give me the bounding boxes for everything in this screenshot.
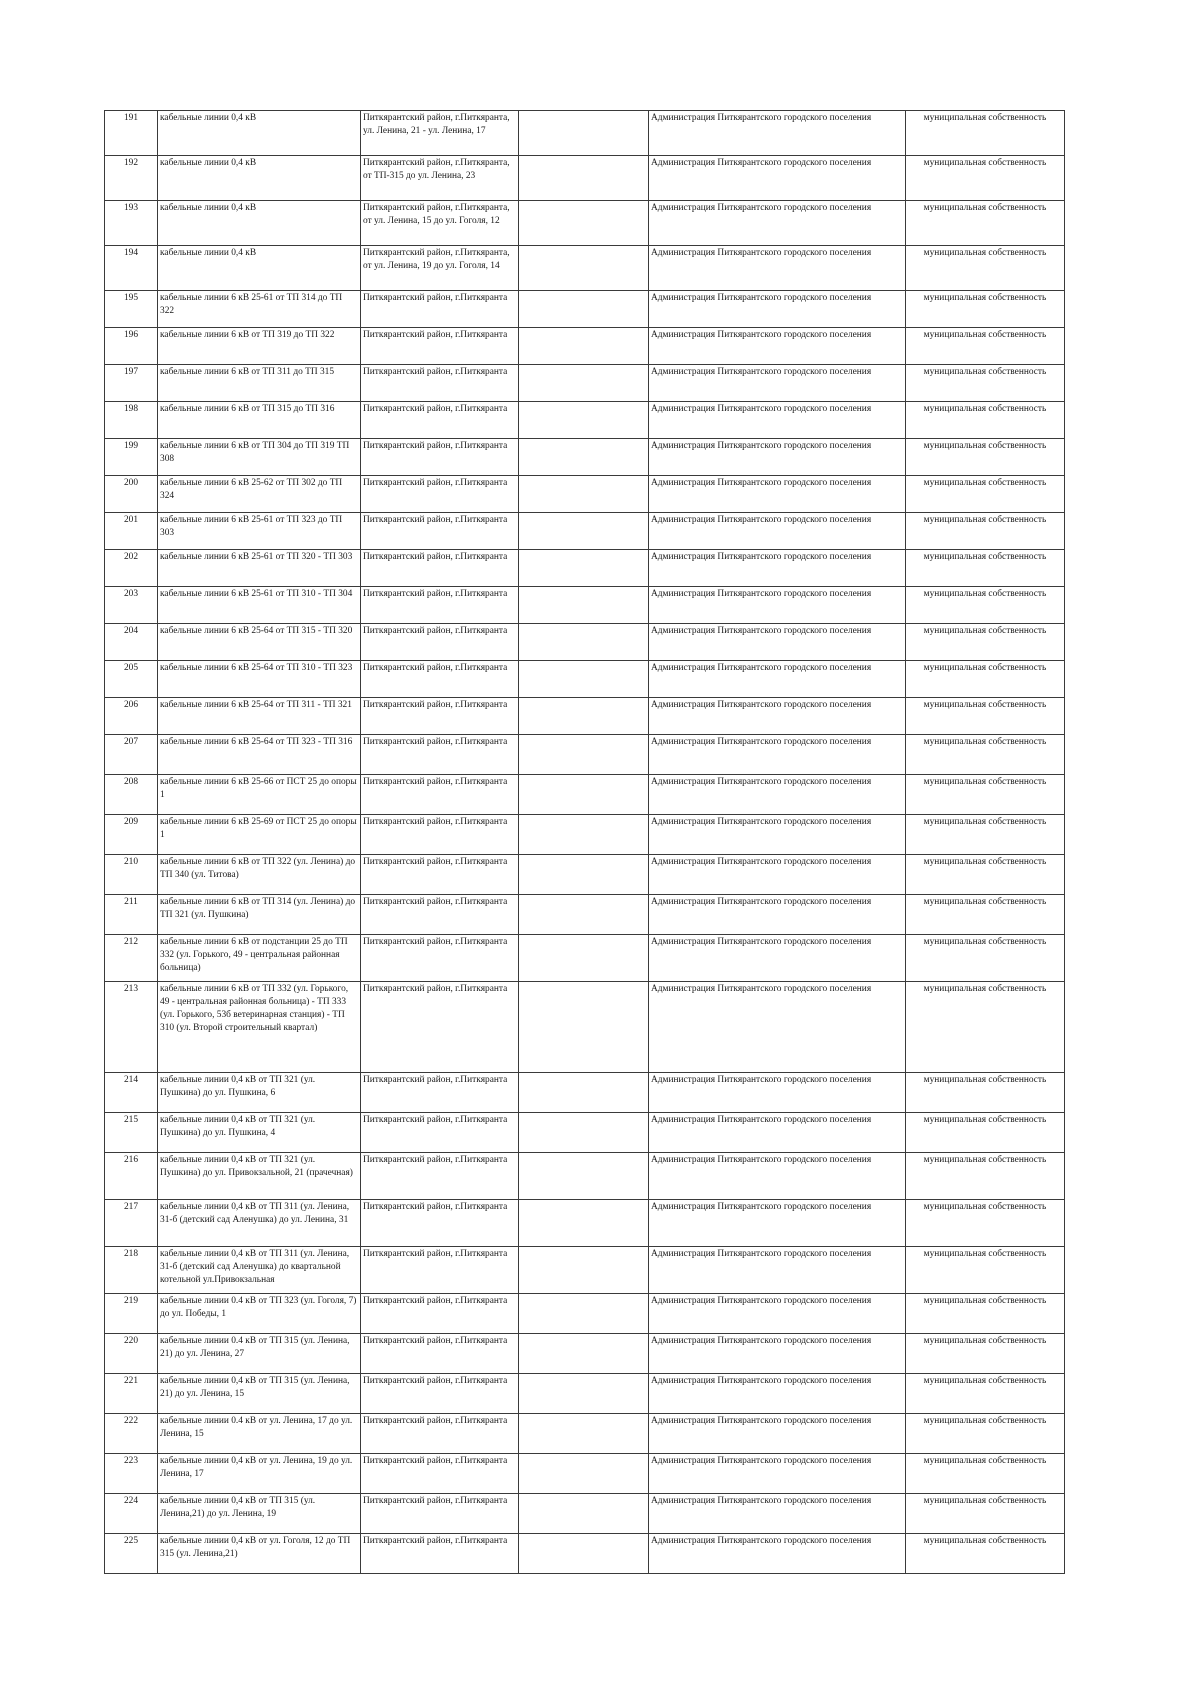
row-number: 212 [105,935,158,982]
object-extra [519,246,649,291]
holder-name: Администрация Питкярантского городского поселения [649,550,906,587]
object-name: кабельные линии 0,4 кВ от ТП 311 (ул. Ленина, 31-б (детский сад Аленушка) до ул. Ленина, 31 [158,1200,361,1247]
row-number: 202 [105,550,158,587]
table-row [105,698,1065,735]
holder-name: Администрация Питкярантского городского поселения [649,1153,906,1200]
object-extra [519,201,649,246]
ownership-type: муниципальная собственность [906,1073,1065,1113]
row-number: 221 [105,1374,158,1414]
table-row [105,855,1065,895]
row-number: 195 [105,291,158,328]
ownership-type: муниципальная собственность [906,439,1065,476]
table-row [105,1494,1065,1534]
row-number: 213 [105,982,158,1073]
table-row [105,439,1065,476]
object-extra [519,1494,649,1534]
object-extra [519,402,649,439]
ownership-type: муниципальная собственность [906,402,1065,439]
ownership-type: муниципальная собственность [906,1414,1065,1454]
object-name: кабельные линии 6 кВ 25-61 от ТП 310 - ТП 304 [158,587,361,624]
ownership-type: муниципальная собственность [906,1374,1065,1414]
object-name: кабельные линии 0,4 кВ от ул. Гоголя, 12 до ТП 315 (ул. Ленина,21) [158,1534,361,1574]
table-row [105,328,1065,365]
row-number: 205 [105,661,158,698]
ownership-type: муниципальная собственность [906,661,1065,698]
object-name: кабельные линии 0.4 кВ от ТП 315 (ул. Ленина, 21) до ул. Ленина, 27 [158,1334,361,1374]
table-row [105,513,1065,550]
object-address: Питкярантский район, г.Питкяранта [361,1374,519,1414]
object-address: Питкярантский район, г.Питкяранта [361,775,519,815]
object-address: Питкярантский район, г.Питкяранта [361,291,519,328]
object-name: кабельные линии 0,4 кВ от ТП 315 (ул. Ленина,21) до ул. Ленина, 19 [158,1494,361,1534]
row-number: 219 [105,1294,158,1334]
object-address: Питкярантский район, г.Питкяранта, от ТП-315 до ул. Ленина, 23 [361,156,519,201]
row-number: 196 [105,328,158,365]
object-address: Питкярантский район, г.Питкяранта [361,815,519,855]
row-number: 192 [105,156,158,201]
object-name: кабельные линии 6 кВ 25-61 от ТП 323 до ТП 303 [158,513,361,550]
table-row [105,246,1065,291]
object-extra [519,1414,649,1454]
object-extra [519,1374,649,1414]
object-address: Питкярантский район, г.Питкяранта [361,439,519,476]
holder-name: Администрация Питкярантского городского поселения [649,1374,906,1414]
table-row [105,365,1065,402]
object-address: Питкярантский район, г.Питкяранта [361,550,519,587]
object-extra [519,1454,649,1494]
registry-body [105,111,1065,1574]
holder-name: Администрация Питкярантского городского поселения [649,1414,906,1454]
ownership-type: муниципальная собственность [906,982,1065,1073]
object-extra [519,895,649,935]
object-name: кабельные линии 0.4 кВ от ул. Ленина, 17 до ул. Ленина, 15 [158,1414,361,1454]
object-extra [519,365,649,402]
table-row [105,476,1065,513]
object-name: кабельные линии 6 кВ 25-61 от ТП 320 - ТП 303 [158,550,361,587]
table-row [105,1073,1065,1113]
object-extra [519,550,649,587]
object-address: Питкярантский район, г.Питкяранта [361,1334,519,1374]
holder-name: Администрация Питкярантского городского поселения [649,661,906,698]
holder-name: Администрация Питкярантского городского поселения [649,246,906,291]
row-number: 199 [105,439,158,476]
holder-name: Администрация Питкярантского городского поселения [649,1200,906,1247]
row-number: 204 [105,624,158,661]
object-name: кабельные линии 0,4 кВ [158,246,361,291]
object-address: Питкярантский район, г.Питкяранта [361,587,519,624]
table-row [105,661,1065,698]
object-name: кабельные линии 6 кВ 25-62 от ТП 302 до ТП 324 [158,476,361,513]
object-address: Питкярантский район, г.Питкяранта [361,1534,519,1574]
object-address: Питкярантский район, г.Питкяранта [361,1454,519,1494]
ownership-type: муниципальная собственность [906,587,1065,624]
object-extra [519,1534,649,1574]
ownership-type: муниципальная собственность [906,775,1065,815]
holder-name: Администрация Питкярантского городского поселения [649,291,906,328]
object-address: Питкярантский район, г.Питкяранта, от ул. Ленина, 15 до ул. Гоголя, 12 [361,201,519,246]
object-name: кабельные линии 0,4 кВ от ул. Ленина, 19 до ул. Ленина, 17 [158,1454,361,1494]
registry-sheet [104,110,1064,1574]
row-number: 209 [105,815,158,855]
object-address: Питкярантский район, г.Питкяранта [361,1153,519,1200]
object-extra [519,1294,649,1334]
holder-name: Администрация Питкярантского городского поселения [649,476,906,513]
table-row [105,156,1065,201]
object-name: кабельные линии 0,4 кВ [158,201,361,246]
row-number: 211 [105,895,158,935]
ownership-type: муниципальная собственность [906,476,1065,513]
table-row [105,550,1065,587]
object-name: кабельные линии 0,4 кВ от ТП 321 (ул. Пушкина) до ул. Пушкина, 6 [158,1073,361,1113]
object-address: Питкярантский район, г.Питкяранта [361,624,519,661]
table-row [105,402,1065,439]
object-name: кабельные линии 6 кВ от ТП 322 (ул. Ленина) до ТП 340 (ул. Титова) [158,855,361,895]
table-row [105,735,1065,775]
holder-name: Администрация Питкярантского городского поселения [649,935,906,982]
property-registry-table [104,110,1065,1574]
row-number: 215 [105,1113,158,1153]
object-extra [519,1334,649,1374]
object-address: Питкярантский район, г.Питкяранта [361,402,519,439]
object-address: Питкярантский район, г.Питкяранта [361,895,519,935]
object-extra [519,1073,649,1113]
table-row [105,775,1065,815]
object-name: кабельные линии 0,4 кВ от ТП 315 (ул. Ленина, 21) до ул. Ленина, 15 [158,1374,361,1414]
holder-name: Администрация Питкярантского городского поселения [649,587,906,624]
row-number: 208 [105,775,158,815]
holder-name: Администрация Питкярантского городского поселения [649,439,906,476]
table-row [105,587,1065,624]
holder-name: Администрация Питкярантского городского поселения [649,201,906,246]
ownership-type: муниципальная собственность [906,291,1065,328]
object-extra [519,698,649,735]
object-extra [519,328,649,365]
holder-name: Администрация Питкярантского городского поселения [649,1494,906,1534]
ownership-type: муниципальная собственность [906,156,1065,201]
object-address: Питкярантский район, г.Питкяранта [361,328,519,365]
object-extra [519,1247,649,1294]
holder-name: Администрация Питкярантского городского поселения [649,513,906,550]
holder-name: Администрация Питкярантского городского поселения [649,1113,906,1153]
object-extra [519,291,649,328]
table-row [105,1153,1065,1200]
object-address: Питкярантский район, г.Питкяранта, от ул. Ленина, 19 до ул. Гоголя, 14 [361,246,519,291]
object-extra [519,855,649,895]
ownership-type: муниципальная собственность [906,1454,1065,1494]
ownership-type: муниципальная собственность [906,815,1065,855]
object-extra [519,111,649,156]
row-number: 216 [105,1153,158,1200]
row-number: 191 [105,111,158,156]
ownership-type: муниципальная собственность [906,1534,1065,1574]
object-extra [519,439,649,476]
object-extra [519,775,649,815]
ownership-type: муниципальная собственность [906,246,1065,291]
row-number: 222 [105,1414,158,1454]
row-number: 214 [105,1073,158,1113]
holder-name: Администрация Питкярантского городского поселения [649,1247,906,1294]
object-name: кабельные линии 6 кВ 25-66 от ПСТ 25 до опоры 1 [158,775,361,815]
object-name: кабельные линии 6 кВ 25-64 от ТП 311 - ТП 321 [158,698,361,735]
object-name: кабельные линии 0,4 кВ от ТП 321 (ул. Пушкина) до ул. Привокзальной, 21 (прачечная) [158,1153,361,1200]
row-number: 218 [105,1247,158,1294]
object-address: Питкярантский район, г.Питкяранта [361,476,519,513]
object-address: Питкярантский район, г.Питкяранта [361,1247,519,1294]
table-row [105,895,1065,935]
object-address: Питкярантский район, г.Питкяранта [361,935,519,982]
holder-name: Администрация Питкярантского городского поселения [649,402,906,439]
holder-name: Администрация Питкярантского городского поселения [649,624,906,661]
ownership-type: муниципальная собственность [906,513,1065,550]
table-row [105,1334,1065,1374]
table-row [105,291,1065,328]
table-row [105,1247,1065,1294]
object-address: Питкярантский район, г.Питкяранта [361,1200,519,1247]
ownership-type: муниципальная собственность [906,624,1065,661]
holder-name: Администрация Питкярантского городского поселения [649,895,906,935]
object-name: кабельные линии 0.4 кВ от ТП 323 (ул. Гоголя, 7) до ул. Победы, 1 [158,1294,361,1334]
ownership-type: муниципальная собственность [906,698,1065,735]
object-name: кабельные линии 0,4 кВ [158,156,361,201]
ownership-type: муниципальная собственность [906,365,1065,402]
table-row [105,1534,1065,1574]
table-row [105,935,1065,982]
holder-name: Администрация Питкярантского городского поселения [649,365,906,402]
row-number: 210 [105,855,158,895]
object-name: кабельные линии 6 кВ 25-61 от ТП 314 до ТП 322 [158,291,361,328]
holder-name: Администрация Питкярантского городского поселения [649,1073,906,1113]
row-number: 224 [105,1494,158,1534]
holder-name: Администрация Питкярантского городского поселения [649,1534,906,1574]
object-name: кабельные линии 6 кВ от ТП 319 до ТП 322 [158,328,361,365]
table-row [105,1200,1065,1247]
row-number: 198 [105,402,158,439]
ownership-type: муниципальная собственность [906,1494,1065,1534]
object-name: кабельные линии 6 кВ от ТП 332 (ул. Горького, 49 - центральная районная больница) - ТП 333 (ул. Горького, 53б ветеринарная станция) - ТП 310 (ул. Второй строительный квартал) [158,982,361,1073]
object-address: Питкярантский район, г.Питкяранта [361,735,519,775]
row-number: 193 [105,201,158,246]
object-address: Питкярантский район, г.Питкяранта [361,698,519,735]
object-address: Питкярантский район, г.Питкяранта [361,513,519,550]
ownership-type: муниципальная собственность [906,935,1065,982]
ownership-type: муниципальная собственность [906,550,1065,587]
holder-name: Администрация Питкярантского городского поселения [649,982,906,1073]
ownership-type: муниципальная собственность [906,895,1065,935]
row-number: 200 [105,476,158,513]
object-address: Питкярантский район, г.Питкяранта [361,1294,519,1334]
row-number: 194 [105,246,158,291]
ownership-type: муниципальная собственность [906,855,1065,895]
row-number: 197 [105,365,158,402]
ownership-type: муниципальная собственность [906,1294,1065,1334]
holder-name: Администрация Питкярантского городского поселения [649,111,906,156]
table-row [105,1294,1065,1334]
holder-name: Администрация Питкярантского городского поселения [649,1334,906,1374]
object-extra [519,156,649,201]
object-name: кабельные линии 0,4 кВ [158,111,361,156]
ownership-type: муниципальная собственность [906,1334,1065,1374]
table-row [105,1414,1065,1454]
holder-name: Администрация Питкярантского городского поселения [649,775,906,815]
holder-name: Администрация Питкярантского городского поселения [649,815,906,855]
object-extra [519,513,649,550]
table-row [105,982,1065,1073]
ownership-type: муниципальная собственность [906,1113,1065,1153]
object-name: кабельные линии 6 кВ от ТП 314 (ул. Ленина) до ТП 321 (ул. Пушкина) [158,895,361,935]
table-row [105,815,1065,855]
object-extra [519,624,649,661]
object-name: кабельные линии 6 кВ 25-64 от ТП 323 - ТП 316 [158,735,361,775]
holder-name: Администрация Питкярантского городского поселения [649,328,906,365]
object-address: Питкярантский район, г.Питкяранта [361,855,519,895]
table-row [105,201,1065,246]
object-name: кабельные линии 0,4 кВ от ТП 321 (ул. Пушкина) до ул. Пушкина, 4 [158,1113,361,1153]
row-number: 203 [105,587,158,624]
row-number: 217 [105,1200,158,1247]
object-extra [519,1113,649,1153]
object-extra [519,935,649,982]
object-address: Питкярантский район, г.Питкяранта [361,982,519,1073]
holder-name: Администрация Питкярантского городского поселения [649,156,906,201]
table-row [105,624,1065,661]
object-name: кабельные линии 6 кВ 25-64 от ТП 310 - ТП 323 [158,661,361,698]
object-extra [519,1200,649,1247]
ownership-type: муниципальная собственность [906,111,1065,156]
holder-name: Администрация Питкярантского городского поселения [649,735,906,775]
object-name: кабельные линии 6 кВ от ТП 311 до ТП 315 [158,365,361,402]
object-extra [519,815,649,855]
object-address: Питкярантский район, г.Питкяранта [361,1414,519,1454]
object-extra [519,1153,649,1200]
table-row [105,1113,1065,1153]
object-address: Питкярантский район, г.Питкяранта [361,1073,519,1113]
ownership-type: муниципальная собственность [906,1200,1065,1247]
object-name: кабельные линии 6 кВ от подстанции 25 до ТП 332 (ул. Горького, 49 - центральная районная больница) [158,935,361,982]
row-number: 206 [105,698,158,735]
object-address: Питкярантский район, г.Питкяранта [361,1494,519,1534]
object-name: кабельные линии 6 кВ 25-64 от ТП 315 - ТП 320 [158,624,361,661]
object-extra [519,982,649,1073]
row-number: 201 [105,513,158,550]
table-row [105,1454,1065,1494]
row-number: 223 [105,1454,158,1494]
ownership-type: муниципальная собственность [906,328,1065,365]
object-extra [519,735,649,775]
holder-name: Администрация Питкярантского городского поселения [649,1454,906,1494]
object-address: Питкярантский район, г.Питкяранта [361,365,519,402]
row-number: 220 [105,1334,158,1374]
row-number: 207 [105,735,158,775]
table-row [105,1374,1065,1414]
object-extra [519,587,649,624]
object-extra [519,476,649,513]
row-number: 225 [105,1534,158,1574]
object-name: кабельные линии 6 кВ от ТП 304 до ТП 319 ТП 308 [158,439,361,476]
ownership-type: муниципальная собственность [906,1153,1065,1200]
object-name: кабельные линии 0,4 кВ от ТП 311 (ул. Ленина, 31-б (детский сад Аленушка) до квартальной котельной ул.Привокзальная [158,1247,361,1294]
object-address: Питкярантский район, г.Питкяранта [361,1113,519,1153]
holder-name: Администрация Питкярантского городского поселения [649,698,906,735]
holder-name: Администрация Питкярантского городского поселения [649,1294,906,1334]
ownership-type: муниципальная собственность [906,201,1065,246]
object-name: кабельные линии 6 кВ 25-69 от ПСТ 25 до опоры 1 [158,815,361,855]
object-address: Питкярантский район, г.Питкяранта [361,661,519,698]
object-extra [519,661,649,698]
object-address: Питкярантский район, г.Питкяранта, ул. Ленина, 21 - ул. Ленина, 17 [361,111,519,156]
table-row [105,111,1065,156]
ownership-type: муниципальная собственность [906,735,1065,775]
object-name: кабельные линии 6 кВ от ТП 315 до ТП 316 [158,402,361,439]
ownership-type: муниципальная собственность [906,1247,1065,1294]
holder-name: Администрация Питкярантского городского поселения [649,855,906,895]
